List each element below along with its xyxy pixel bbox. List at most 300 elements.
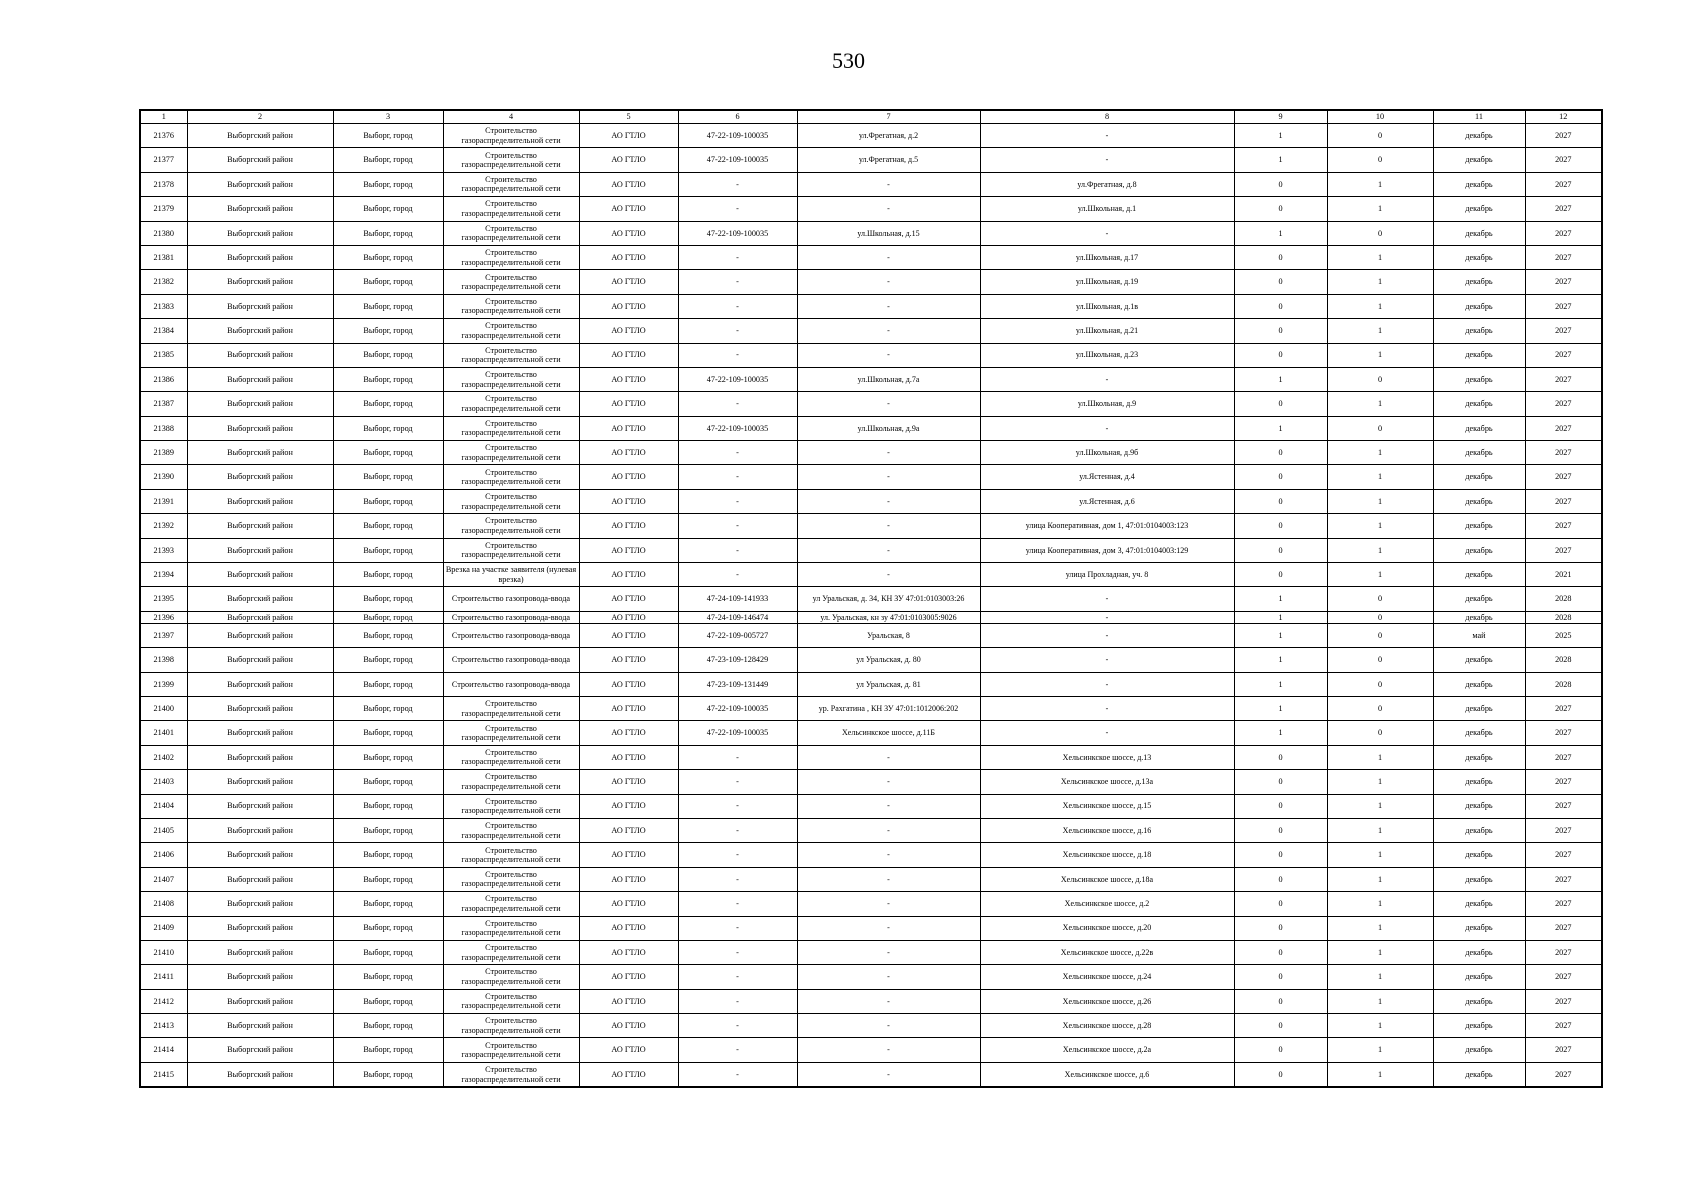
cell-month: декабрь: [1433, 1014, 1525, 1038]
cell-count-b: 0: [1327, 623, 1433, 647]
cell-row-number: 21387: [140, 392, 187, 416]
cell-work-type: Строительство газораспределительной сети: [443, 965, 579, 989]
cell-district: Выборгский район: [187, 672, 333, 696]
cell-tu-number: -: [678, 818, 797, 842]
cell-row-number: 21400: [140, 696, 187, 720]
cell-tu-number: -: [678, 319, 797, 343]
table-row: [140, 770, 1602, 794]
cell-address-planned: ул.Школьная, д.1в: [980, 294, 1234, 318]
cell-district: Выборгский район: [187, 148, 333, 172]
cell-work-type: Строительство газораспределительной сети: [443, 489, 579, 513]
cell-organization: АО ГТЛО: [579, 867, 678, 891]
cell-tu-number: 47-22-109-100035: [678, 416, 797, 440]
cell-count-b: 1: [1327, 197, 1433, 221]
cell-month: декабрь: [1433, 916, 1525, 940]
cell-count-a: 1: [1234, 721, 1327, 745]
column-header: 12: [1525, 110, 1602, 124]
cell-year: 2027: [1525, 367, 1602, 391]
cell-district: Выборгский район: [187, 563, 333, 587]
cell-address-existing: -: [797, 465, 980, 489]
cell-month: декабрь: [1433, 843, 1525, 867]
cell-address-existing: ул.Школьная, д.7а: [797, 367, 980, 391]
cell-settlement: Выборг, город: [333, 465, 443, 489]
cell-address-planned: -: [980, 587, 1234, 611]
cell-count-b: 0: [1327, 611, 1433, 623]
cell-tu-number: -: [678, 989, 797, 1013]
cell-work-type: Строительство газопровода-ввода: [443, 623, 579, 647]
cell-district: Выборгский район: [187, 916, 333, 940]
cell-work-type: Строительство газораспределительной сети: [443, 940, 579, 964]
table-row: [140, 648, 1602, 672]
cell-count-b: 0: [1327, 416, 1433, 440]
cell-tu-number: 47-22-109-100035: [678, 367, 797, 391]
cell-district: Выборгский район: [187, 818, 333, 842]
cell-tu-number: 47-22-109-100035: [678, 148, 797, 172]
cell-address-existing: ул.Фрегатная, д.5: [797, 148, 980, 172]
cell-tu-number: 47-23-109-128429: [678, 648, 797, 672]
cell-settlement: Выборг, город: [333, 392, 443, 416]
cell-address-existing: -: [797, 392, 980, 416]
cell-row-number: 21411: [140, 965, 187, 989]
cell-count-b: 0: [1327, 721, 1433, 745]
cell-district: Выборгский район: [187, 892, 333, 916]
cell-count-b: 1: [1327, 245, 1433, 269]
cell-district: Выборгский район: [187, 416, 333, 440]
cell-address-existing: -: [797, 843, 980, 867]
cell-organization: АО ГТЛО: [579, 770, 678, 794]
cell-count-a: 0: [1234, 965, 1327, 989]
cell-address-planned: -: [980, 124, 1234, 148]
cell-month: декабрь: [1433, 1038, 1525, 1062]
cell-address-planned: Хельсинкское шоссе, д.22в: [980, 940, 1234, 964]
cell-settlement: Выборг, город: [333, 672, 443, 696]
cell-organization: АО ГТЛО: [579, 294, 678, 318]
cell-address-planned: ул.Школьная, д.23: [980, 343, 1234, 367]
cell-row-number: 21377: [140, 148, 187, 172]
cell-organization: АО ГТЛО: [579, 794, 678, 818]
cell-settlement: Выборг, город: [333, 245, 443, 269]
cell-settlement: Выборг, город: [333, 563, 443, 587]
column-header: 10: [1327, 110, 1433, 124]
cell-row-number: 21381: [140, 245, 187, 269]
cell-address-existing: -: [797, 794, 980, 818]
cell-year: 2027: [1525, 538, 1602, 562]
cell-month: декабрь: [1433, 124, 1525, 148]
cell-month: декабрь: [1433, 489, 1525, 513]
cell-tu-number: 47-22-109-100035: [678, 124, 797, 148]
cell-count-a: 0: [1234, 294, 1327, 318]
cell-address-existing: -: [797, 1062, 980, 1087]
cell-address-planned: улица Прохладная, уч. 8: [980, 563, 1234, 587]
cell-tu-number: -: [678, 965, 797, 989]
cell-settlement: Выборг, город: [333, 867, 443, 891]
cell-row-number: 21399: [140, 672, 187, 696]
cell-row-number: 21388: [140, 416, 187, 440]
cell-tu-number: -: [678, 294, 797, 318]
column-header: 7: [797, 110, 980, 124]
cell-count-a: 0: [1234, 343, 1327, 367]
cell-count-b: 1: [1327, 294, 1433, 318]
cell-count-b: 1: [1327, 319, 1433, 343]
cell-count-b: 1: [1327, 343, 1433, 367]
cell-year: 2027: [1525, 916, 1602, 940]
cell-tu-number: 47-22-109-005727: [678, 623, 797, 647]
cell-count-b: 1: [1327, 916, 1433, 940]
cell-address-existing: ур. Рахгатинa , КН ЗУ 47:01:1012006:202: [797, 696, 980, 720]
cell-year: 2027: [1525, 441, 1602, 465]
table-row: [140, 794, 1602, 818]
cell-address-existing: ул.Школьная, д.15: [797, 221, 980, 245]
cell-district: Выборгский район: [187, 623, 333, 647]
cell-year: 2028: [1525, 611, 1602, 623]
cell-address-existing: -: [797, 319, 980, 343]
cell-address-existing: -: [797, 818, 980, 842]
cell-row-number: 21382: [140, 270, 187, 294]
cell-settlement: Выборг, город: [333, 538, 443, 562]
cell-address-existing: -: [797, 563, 980, 587]
cell-work-type: Строительство газораспределительной сети: [443, 245, 579, 269]
cell-row-number: 21391: [140, 489, 187, 513]
cell-count-b: 1: [1327, 465, 1433, 489]
cell-address-planned: ул.Школьная, д.21: [980, 319, 1234, 343]
cell-work-type: Строительство газораспределительной сети: [443, 294, 579, 318]
cell-address-existing: -: [797, 441, 980, 465]
cell-tu-number: -: [678, 843, 797, 867]
cell-work-type: Строительство газораспределительной сети: [443, 441, 579, 465]
table-row: [140, 221, 1602, 245]
table-row: [140, 1014, 1602, 1038]
cell-district: Выборгский район: [187, 343, 333, 367]
cell-year: 2027: [1525, 270, 1602, 294]
cell-district: Выборгский район: [187, 197, 333, 221]
cell-organization: АО ГТЛО: [579, 965, 678, 989]
cell-count-b: 1: [1327, 514, 1433, 538]
cell-year: 2027: [1525, 770, 1602, 794]
cell-count-a: 0: [1234, 465, 1327, 489]
cell-tu-number: -: [678, 1038, 797, 1062]
cell-count-a: 0: [1234, 514, 1327, 538]
cell-month: декабрь: [1433, 672, 1525, 696]
cell-row-number: 21408: [140, 892, 187, 916]
table-row: [140, 465, 1602, 489]
cell-month: декабрь: [1433, 465, 1525, 489]
cell-count-a: 1: [1234, 672, 1327, 696]
cell-month: декабрь: [1433, 416, 1525, 440]
cell-district: Выборгский район: [187, 1062, 333, 1087]
cell-count-b: 1: [1327, 965, 1433, 989]
cell-work-type: Строительство газораспределительной сети: [443, 867, 579, 891]
cell-district: Выборгский район: [187, 538, 333, 562]
cell-address-planned: ул.Школьная, д.1: [980, 197, 1234, 221]
cell-month: декабрь: [1433, 221, 1525, 245]
cell-organization: АО ГТЛО: [579, 587, 678, 611]
cell-address-planned: Хельсинкское шоссе, д.26: [980, 989, 1234, 1013]
cell-work-type: Строительство газораспределительной сети: [443, 221, 579, 245]
cell-address-existing: Хельсинкское шоссе, д.11Б: [797, 721, 980, 745]
cell-row-number: 21389: [140, 441, 187, 465]
cell-month: декабрь: [1433, 1062, 1525, 1087]
table-row: [140, 818, 1602, 842]
table-row: [140, 392, 1602, 416]
cell-month: декабрь: [1433, 538, 1525, 562]
cell-row-number: 21414: [140, 1038, 187, 1062]
cell-count-a: 0: [1234, 916, 1327, 940]
cell-address-planned: ул.Школьная, д.17: [980, 245, 1234, 269]
cell-year: 2027: [1525, 818, 1602, 842]
cell-row-number: 21404: [140, 794, 187, 818]
cell-year: 2027: [1525, 514, 1602, 538]
cell-settlement: Выборг, город: [333, 965, 443, 989]
cell-count-a: 0: [1234, 197, 1327, 221]
column-header: 2: [187, 110, 333, 124]
cell-settlement: Выборг, город: [333, 221, 443, 245]
cell-district: Выборгский район: [187, 270, 333, 294]
cell-tu-number: -: [678, 916, 797, 940]
table-row: [140, 745, 1602, 769]
cell-year: 2027: [1525, 1062, 1602, 1087]
cell-district: Выборгский район: [187, 843, 333, 867]
cell-district: Выборгский район: [187, 245, 333, 269]
table-row: [140, 611, 1602, 623]
cell-row-number: 21412: [140, 989, 187, 1013]
cell-month: декабрь: [1433, 514, 1525, 538]
table-row: [140, 563, 1602, 587]
cell-organization: АО ГТЛО: [579, 319, 678, 343]
cell-count-b: 1: [1327, 867, 1433, 891]
cell-work-type: Строительство газораспределительной сети: [443, 514, 579, 538]
cell-address-existing: ул.Школьная, д.9а: [797, 416, 980, 440]
cell-tu-number: -: [678, 563, 797, 587]
cell-tu-number: -: [678, 1014, 797, 1038]
cell-settlement: Выборг, город: [333, 696, 443, 720]
cell-address-existing: ул Уральская, д. 81: [797, 672, 980, 696]
cell-count-b: 1: [1327, 392, 1433, 416]
cell-address-existing: -: [797, 770, 980, 794]
cell-organization: АО ГТЛО: [579, 514, 678, 538]
table-row: [140, 989, 1602, 1013]
cell-settlement: Выборг, город: [333, 319, 443, 343]
table-row: [140, 1062, 1602, 1087]
cell-year: 2027: [1525, 696, 1602, 720]
cell-tu-number: -: [678, 538, 797, 562]
cell-row-number: 21409: [140, 916, 187, 940]
column-header: 4: [443, 110, 579, 124]
cell-count-a: 0: [1234, 843, 1327, 867]
cell-address-existing: -: [797, 1014, 980, 1038]
cell-count-b: 1: [1327, 441, 1433, 465]
cell-district: Выборгский район: [187, 867, 333, 891]
cell-tu-number: -: [678, 172, 797, 196]
cell-count-b: 0: [1327, 648, 1433, 672]
cell-count-b: 1: [1327, 770, 1433, 794]
cell-address-planned: ул.Школьная, д.9б: [980, 441, 1234, 465]
cell-address-planned: Хельсинкское шоссе, д.24: [980, 965, 1234, 989]
header-row: [140, 110, 1602, 124]
cell-address-existing: -: [797, 514, 980, 538]
cell-count-b: 1: [1327, 1038, 1433, 1062]
cell-settlement: Выборг, город: [333, 916, 443, 940]
table-row: [140, 148, 1602, 172]
cell-settlement: Выборг, город: [333, 294, 443, 318]
cell-work-type: Строительство газораспределительной сети: [443, 367, 579, 391]
table-row: [140, 441, 1602, 465]
cell-address-existing: -: [797, 489, 980, 513]
cell-row-number: 21378: [140, 172, 187, 196]
cell-year: 2027: [1525, 124, 1602, 148]
cell-count-a: 0: [1234, 392, 1327, 416]
cell-organization: АО ГТЛО: [579, 124, 678, 148]
cell-settlement: Выборг, город: [333, 514, 443, 538]
cell-work-type: Строительство газораспределительной сети: [443, 1062, 579, 1087]
cell-count-a: 0: [1234, 940, 1327, 964]
cell-settlement: Выборг, город: [333, 343, 443, 367]
table-row: [140, 721, 1602, 745]
cell-month: декабрь: [1433, 563, 1525, 587]
cell-count-a: 0: [1234, 818, 1327, 842]
cell-year: 2027: [1525, 1038, 1602, 1062]
cell-count-b: 0: [1327, 124, 1433, 148]
table-body: [140, 124, 1602, 1088]
table-row: [140, 940, 1602, 964]
cell-work-type: Врезка на участке заявителя (нулевая врезка): [443, 563, 579, 587]
cell-address-planned: -: [980, 416, 1234, 440]
cell-address-existing: -: [797, 916, 980, 940]
cell-count-a: 1: [1234, 124, 1327, 148]
cell-work-type: Строительство газораспределительной сети: [443, 148, 579, 172]
cell-tu-number: -: [678, 514, 797, 538]
table-row: [140, 867, 1602, 891]
cell-month: декабрь: [1433, 611, 1525, 623]
cell-row-number: 21407: [140, 867, 187, 891]
cell-settlement: Выборг, город: [333, 623, 443, 647]
cell-tu-number: 47-24-109-141933: [678, 587, 797, 611]
cell-work-type: Строительство газораспределительной сети: [443, 818, 579, 842]
cell-count-b: 1: [1327, 843, 1433, 867]
cell-year: 2027: [1525, 989, 1602, 1013]
cell-count-b: 1: [1327, 563, 1433, 587]
table-row: [140, 294, 1602, 318]
cell-count-a: 1: [1234, 148, 1327, 172]
cell-district: Выборгский район: [187, 294, 333, 318]
cell-address-existing: -: [797, 294, 980, 318]
cell-work-type: Строительство газораспределительной сети: [443, 465, 579, 489]
column-header: 6: [678, 110, 797, 124]
page-number: 530: [832, 48, 865, 73]
cell-row-number: 21384: [140, 319, 187, 343]
cell-row-number: 21390: [140, 465, 187, 489]
cell-settlement: Выборг, город: [333, 270, 443, 294]
cell-year: 2027: [1525, 867, 1602, 891]
cell-organization: АО ГТЛО: [579, 672, 678, 696]
table-row: [140, 538, 1602, 562]
cell-address-existing: -: [797, 172, 980, 196]
cell-settlement: Выборг, город: [333, 172, 443, 196]
cell-count-b: 1: [1327, 794, 1433, 818]
cell-settlement: Выборг, город: [333, 587, 443, 611]
cell-month: декабрь: [1433, 818, 1525, 842]
cell-year: 2027: [1525, 148, 1602, 172]
cell-address-existing: ул.Фрегатная, д.2: [797, 124, 980, 148]
cell-work-type: Строительство газопровода-ввода: [443, 648, 579, 672]
cell-count-a: 1: [1234, 587, 1327, 611]
cell-tu-number: -: [678, 465, 797, 489]
cell-count-a: 1: [1234, 221, 1327, 245]
cell-count-a: 0: [1234, 538, 1327, 562]
cell-work-type: Строительство газораспределительной сети: [443, 197, 579, 221]
cell-tu-number: -: [678, 343, 797, 367]
cell-tu-number: 47-24-109-146474: [678, 611, 797, 623]
cell-count-a: 0: [1234, 319, 1327, 343]
cell-organization: АО ГТЛО: [579, 721, 678, 745]
cell-month: декабрь: [1433, 745, 1525, 769]
cell-address-planned: Хельсинкское шоссе, д.15: [980, 794, 1234, 818]
cell-count-b: 1: [1327, 489, 1433, 513]
cell-address-existing: -: [797, 867, 980, 891]
cell-organization: АО ГТЛО: [579, 818, 678, 842]
cell-count-a: 0: [1234, 245, 1327, 269]
cell-count-a: 1: [1234, 696, 1327, 720]
cell-month: декабрь: [1433, 343, 1525, 367]
cell-tu-number: -: [678, 867, 797, 891]
cell-organization: АО ГТЛО: [579, 367, 678, 391]
cell-district: Выборгский район: [187, 965, 333, 989]
cell-district: Выборгский район: [187, 1014, 333, 1038]
table-row: [140, 587, 1602, 611]
cell-year: 2027: [1525, 745, 1602, 769]
cell-address-planned: Хельсинкское шоссе, д.2: [980, 892, 1234, 916]
cell-count-b: 1: [1327, 989, 1433, 1013]
cell-count-b: 1: [1327, 1014, 1433, 1038]
table-row: [140, 514, 1602, 538]
table-row: [140, 892, 1602, 916]
cell-address-planned: Хельсинкское шоссе, д.2а: [980, 1038, 1234, 1062]
cell-address-planned: -: [980, 672, 1234, 696]
cell-work-type: Строительство газораспределительной сети: [443, 343, 579, 367]
table-row: [140, 672, 1602, 696]
cell-count-a: 0: [1234, 563, 1327, 587]
column-header: 11: [1433, 110, 1525, 124]
cell-month: декабрь: [1433, 867, 1525, 891]
cell-work-type: Строительство газораспределительной сети: [443, 745, 579, 769]
table-row: [140, 245, 1602, 269]
cell-row-number: 21379: [140, 197, 187, 221]
cell-organization: АО ГТЛО: [579, 989, 678, 1013]
cell-district: Выборгский район: [187, 221, 333, 245]
cell-address-existing: -: [797, 1038, 980, 1062]
cell-work-type: Строительство газораспределительной сети: [443, 696, 579, 720]
cell-address-planned: -: [980, 721, 1234, 745]
registry-table: [139, 109, 1603, 1088]
cell-count-a: 0: [1234, 1062, 1327, 1087]
cell-work-type: Строительство газораспределительной сети: [443, 270, 579, 294]
table-row: [140, 319, 1602, 343]
cell-address-existing: -: [797, 892, 980, 916]
column-header: 8: [980, 110, 1234, 124]
cell-row-number: 21403: [140, 770, 187, 794]
cell-address-planned: ул.Ястенная, д.4: [980, 465, 1234, 489]
cell-organization: АО ГТЛО: [579, 148, 678, 172]
cell-organization: АО ГТЛО: [579, 343, 678, 367]
cell-count-a: 0: [1234, 892, 1327, 916]
cell-address-planned: -: [980, 696, 1234, 720]
cell-address-planned: ул.Фрегатная, д.8: [980, 172, 1234, 196]
cell-work-type: Строительство газораспределительной сети: [443, 172, 579, 196]
column-header: 9: [1234, 110, 1327, 124]
cell-row-number: 21413: [140, 1014, 187, 1038]
cell-year: 2028: [1525, 672, 1602, 696]
cell-settlement: Выборг, город: [333, 892, 443, 916]
cell-row-number: 21415: [140, 1062, 187, 1087]
